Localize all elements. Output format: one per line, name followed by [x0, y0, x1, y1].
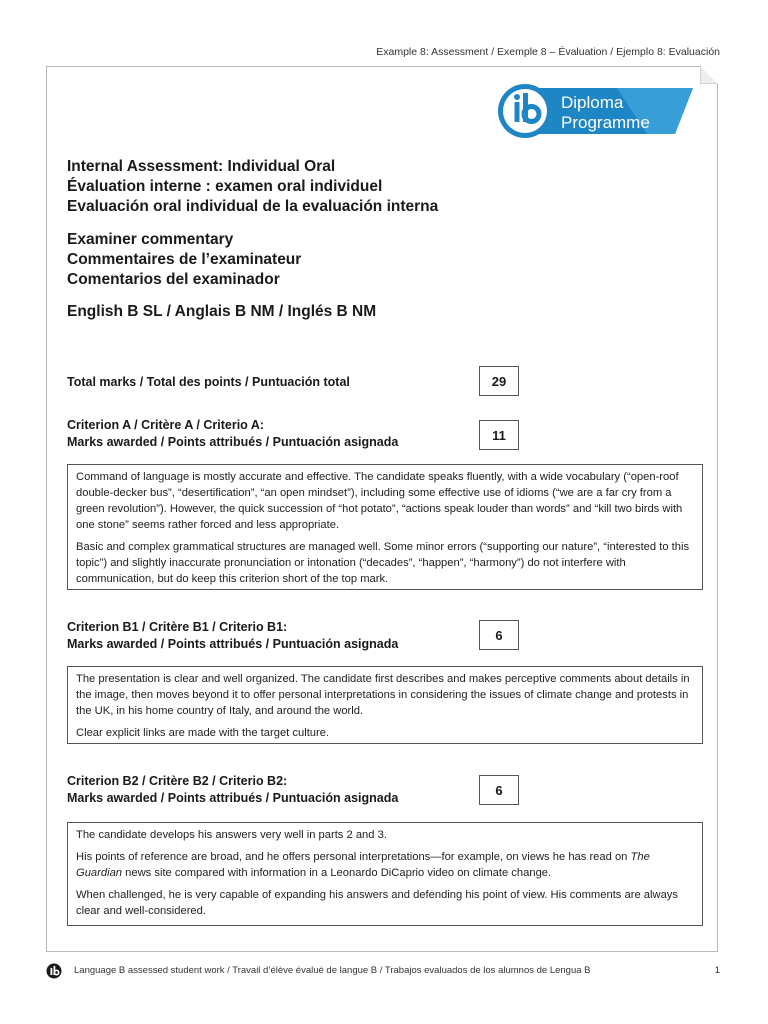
criterion-b1-paragraph: Clear explicit links are made with the target culture.: [76, 727, 330, 739]
criterion-b1-paragraph: The presentation is clear and well organized. The candidate first describes and makes perceptive comments about details in the image, then moves beyond it to offer personal interpretations in considering the issues of climate change and protests in the UK, in his home country of Italy, and around the world.: [76, 673, 690, 717]
page-frame: [46, 66, 718, 952]
criterion-b1-marks-box: 6: [479, 620, 519, 650]
criterion-a-label: [67, 417, 398, 451]
source-title: The Guardian: [76, 851, 650, 879]
criterion-b2-paragraph: The candidate develops his answers very well in parts 2 and 3.: [76, 829, 387, 841]
title-english: Internal Assessment: Individual Oral: [67, 158, 336, 175]
total-marks-label: Total marks / Total des points / Puntuación total: [67, 375, 350, 389]
criterion-b1-marks-label: Marks awarded / Points attribués / Puntuación asignada: [67, 637, 399, 651]
commentary-english: Examiner commentary: [67, 231, 234, 248]
logo-text-diploma: Diploma: [561, 93, 624, 112]
criterion-a-marks-box: 11: [479, 420, 519, 450]
criterion-a-title: Criterion A / Critère A / Criterio A:: [67, 418, 265, 432]
header-breadcrumb: Example 8: Assessment / Exemple 8 – Évaluation / Ejemplo 8: Evaluación: [376, 46, 720, 58]
logo-text-programme: Programme: [561, 113, 650, 132]
page-corner-fold-icon: [700, 66, 718, 84]
language-course: English B SL / Anglais B NM / Inglés B NM: [67, 303, 377, 320]
criterion-b2-comment: [67, 822, 703, 926]
criterion-b2-text: His points of reference are broad, and he offers personal interpretations—for example, on views he has read on: [76, 851, 628, 863]
title-spanish: Evaluación oral individual de la evaluación interna: [67, 198, 439, 215]
criterion-a-comment: [67, 464, 703, 590]
ib-footer-logo-icon: [46, 963, 62, 979]
criterion-b2-title: Criterion B2 / Critère B2 / Criterio B2:: [67, 774, 288, 788]
criterion-b2-paragraph: When challenged, he is very capable of expanding his answers and defending his point of view. His comments are always clear and well-considered.: [76, 889, 678, 917]
criterion-b2-marks-box: 6: [479, 775, 519, 805]
page-title: [67, 157, 438, 217]
title-french: Évaluation interne : examen oral individuel: [67, 178, 383, 195]
commentary-heading: [67, 230, 301, 290]
criterion-b2-marks-label: Marks awarded / Points attribués / Puntuación asignada: [67, 791, 399, 805]
footer-text: Language B assessed student work / Travail d’élève évalué de langue B / Trabajos evaluados de los alumnos de Lengua B: [74, 965, 591, 976]
criterion-b1-comment: [67, 666, 703, 744]
criterion-b2-label: [67, 773, 398, 807]
page-number: 1: [714, 965, 720, 976]
criterion-b1-label: [67, 619, 398, 653]
criterion-b2-paragraph: [76, 849, 694, 881]
criterion-a-paragraph: Basic and complex grammatical structures are managed well. Some minor errors (“supporting our nature”, “interested to this topic”) and slightly inaccurate pronunciation or intonation (“decades”, “happen”, “harmony”) do not interfere with communication, but do keep this criterion short of the top mark.: [76, 541, 690, 585]
ib-diploma-programme-logo: [497, 83, 697, 139]
criterion-b1-title: Criterion B1 / Critère B1 / Criterio B1:: [67, 620, 288, 634]
commentary-spanish: Comentarios del examinador: [67, 271, 280, 288]
criterion-a-marks-label: Marks awarded / Points attribués / Puntuación asignada: [67, 435, 399, 449]
criterion-a-paragraph: Command of language is mostly accurate and effective. The candidate speaks fluently, with a wide vocabulary (“open-roof double-decker bus”, “desertification”, “an open mindset”), including some effective use of idioms (“we are a far cry from a green revolution”). However, the quick succession of “hot potato”, “actions speak louder than words” and “kill two birds with one stone” seems rather forced and less appropriate.: [76, 471, 683, 531]
commentary-french: Commentaires de l’examinateur: [67, 251, 302, 268]
criterion-b2-text: news site compared with information in a Leonardo DiCaprio video on climate change.: [125, 867, 552, 879]
total-marks-box: 29: [479, 366, 519, 396]
